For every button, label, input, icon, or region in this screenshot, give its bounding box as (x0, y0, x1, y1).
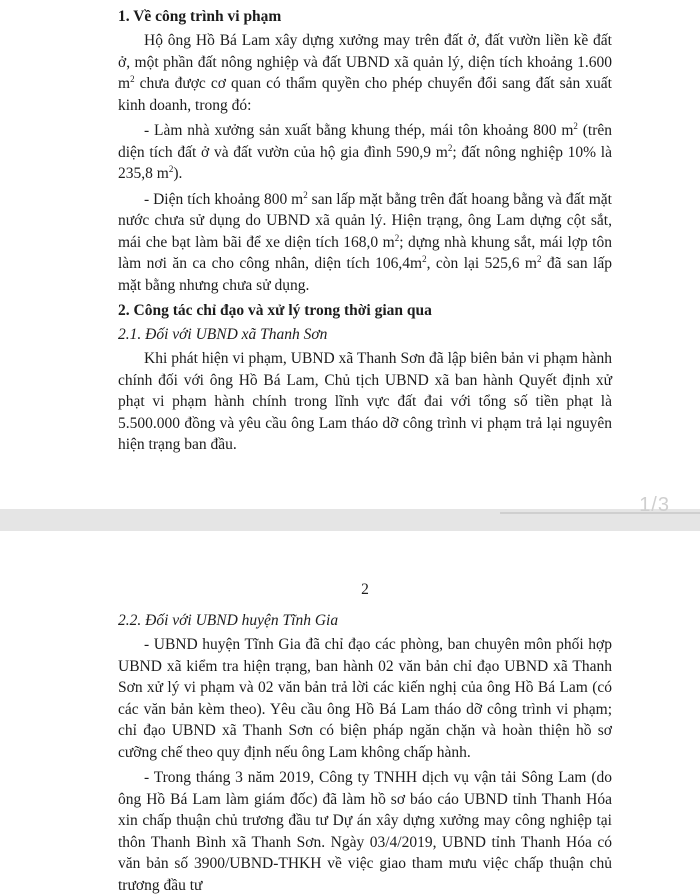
page-number: 2 (361, 581, 369, 598)
text: ; đất nông nghiệp 10% là 235,8 m (118, 143, 612, 182)
text: (trên diện tích đất ở và đất vườn của hộ gia đình 590,9 m (118, 122, 612, 161)
paragraph-district-action: - UBND huyện Tĩnh Gia đã chỉ đạo các phòng, ban chuyên môn phối hợp UBND xã kiểm tra hiện trạng, ban hành 02 văn bản chỉ đạo UBND xã Thanh Sơn xử lý vi phạm và 02 văn bản trả lời các kiến nghị của ông Hồ Bá Lam (có các văn bản kèm theo). Yêu cầu ông Hồ Bá Lam tháo dỡ công trình vi phạm; chỉ đạo UBND xã Thanh Sơn có biện pháp ngăn chặn và hoàn thiện hồ sơ cưỡng chế theo quy định nếu ông Lam không chấp hành. (118, 636, 612, 761)
subsection-heading-2-2: 2.2. Đối với UBND huyện Tĩnh Gia (118, 612, 339, 629)
superscript: 2 (168, 163, 174, 174)
superscript: 2 (447, 142, 453, 153)
page-2 (0, 531, 700, 894)
paragraph-company-application: - Trong tháng 3 năm 2019, Công ty TNHH dịch vụ vận tải Sông Lam (do ông Hồ Bá Lam làm giám đốc) đã làm hồ sơ báo cáo UBND tỉnh Thanh Hóa xin chấp thuận chủ trương đầu tư Dự án xây dựng xưởng may công nghiệp tại thôn Thanh Bình xã Thanh Sơn. Ngày 03/4/2019, UBND tỉnh Thanh Hóa có văn bản số 3900/UBND-THKH về việc giao tham mưu việc chấp thuận chủ trương đầu tư (118, 769, 612, 894)
text: Hộ ông Hồ Bá Lam xây dựng xưởng may trên đất ở, đất vườn liền kề đất ở, một phần đất nông nghiệp và đất UBND xã quản lý, diện tích khoảng 1.600 m (118, 32, 612, 92)
text: đã san lấp mặt bằng nhưng chưa sử dụng. (118, 255, 612, 294)
text: ). (173, 165, 183, 182)
text: chưa được cơ quan có thẩm quyền cho phép chuyển đổi sang đất sản xuất kinh doanh, trong đó: (118, 75, 612, 114)
superscript: 2 (130, 73, 135, 84)
superscript: 2 (573, 120, 578, 131)
paragraph-leveling (118, 189, 612, 297)
section-heading-1: 1. Về công trình vi phạm (118, 8, 282, 25)
superscript: 2 (422, 253, 427, 264)
page-indicator: 1/3 (639, 494, 670, 516)
text: , còn lại 525,6 m (426, 255, 537, 272)
superscript: 2 (303, 189, 308, 200)
text: ; dựng nhà khung sắt, mái lợp tôn làm nơi ăn ca cho công nhân, diện tích 106,4m (118, 233, 612, 272)
paragraph-commune-action: Khi phát hiện vi phạm, UBND xã Thanh Sơn đã lập biên bản vi phạm hành chính đối với ông Hồ Bá Lam, Chủ tịch UBND xã ban hành Quyết định xử phạt vi phạm hành chính trong lĩnh vực đất đai với tổng số tiền phạt là 5.500.000 đồng và yêu cầu ông Lam tháo dỡ công trình vi phạm trả lại nguyên hiện trạng ban đầu. (118, 350, 612, 453)
subsection-heading-2-1: 2.1. Đối với UBND xã Thanh Sơn (118, 326, 328, 343)
text: - Diện tích khoảng 800 m (144, 190, 304, 208)
text: - Làm nhà xưởng sản xuất bằng khung thép, mái tôn khoảng 800 m (144, 122, 574, 139)
paragraph-violation-summary (118, 30, 612, 116)
paragraph-workshop (118, 120, 612, 185)
page-indicator-underline (500, 512, 700, 514)
superscript: 2 (536, 253, 542, 264)
section-heading-2: 2. Công tác chỉ đạo và xử lý trong thời gian qua (118, 302, 432, 319)
text: san lấp mặt bằng trên đất hoang bằng và đất mặt nước chưa sử dụng do UBND xã quản lý. Hiện trạng, ông Lam dựng cột sắt, mái che bạt làm bãi để xe diện tích 168,0 m (118, 190, 612, 251)
superscript: 2 (394, 232, 400, 243)
